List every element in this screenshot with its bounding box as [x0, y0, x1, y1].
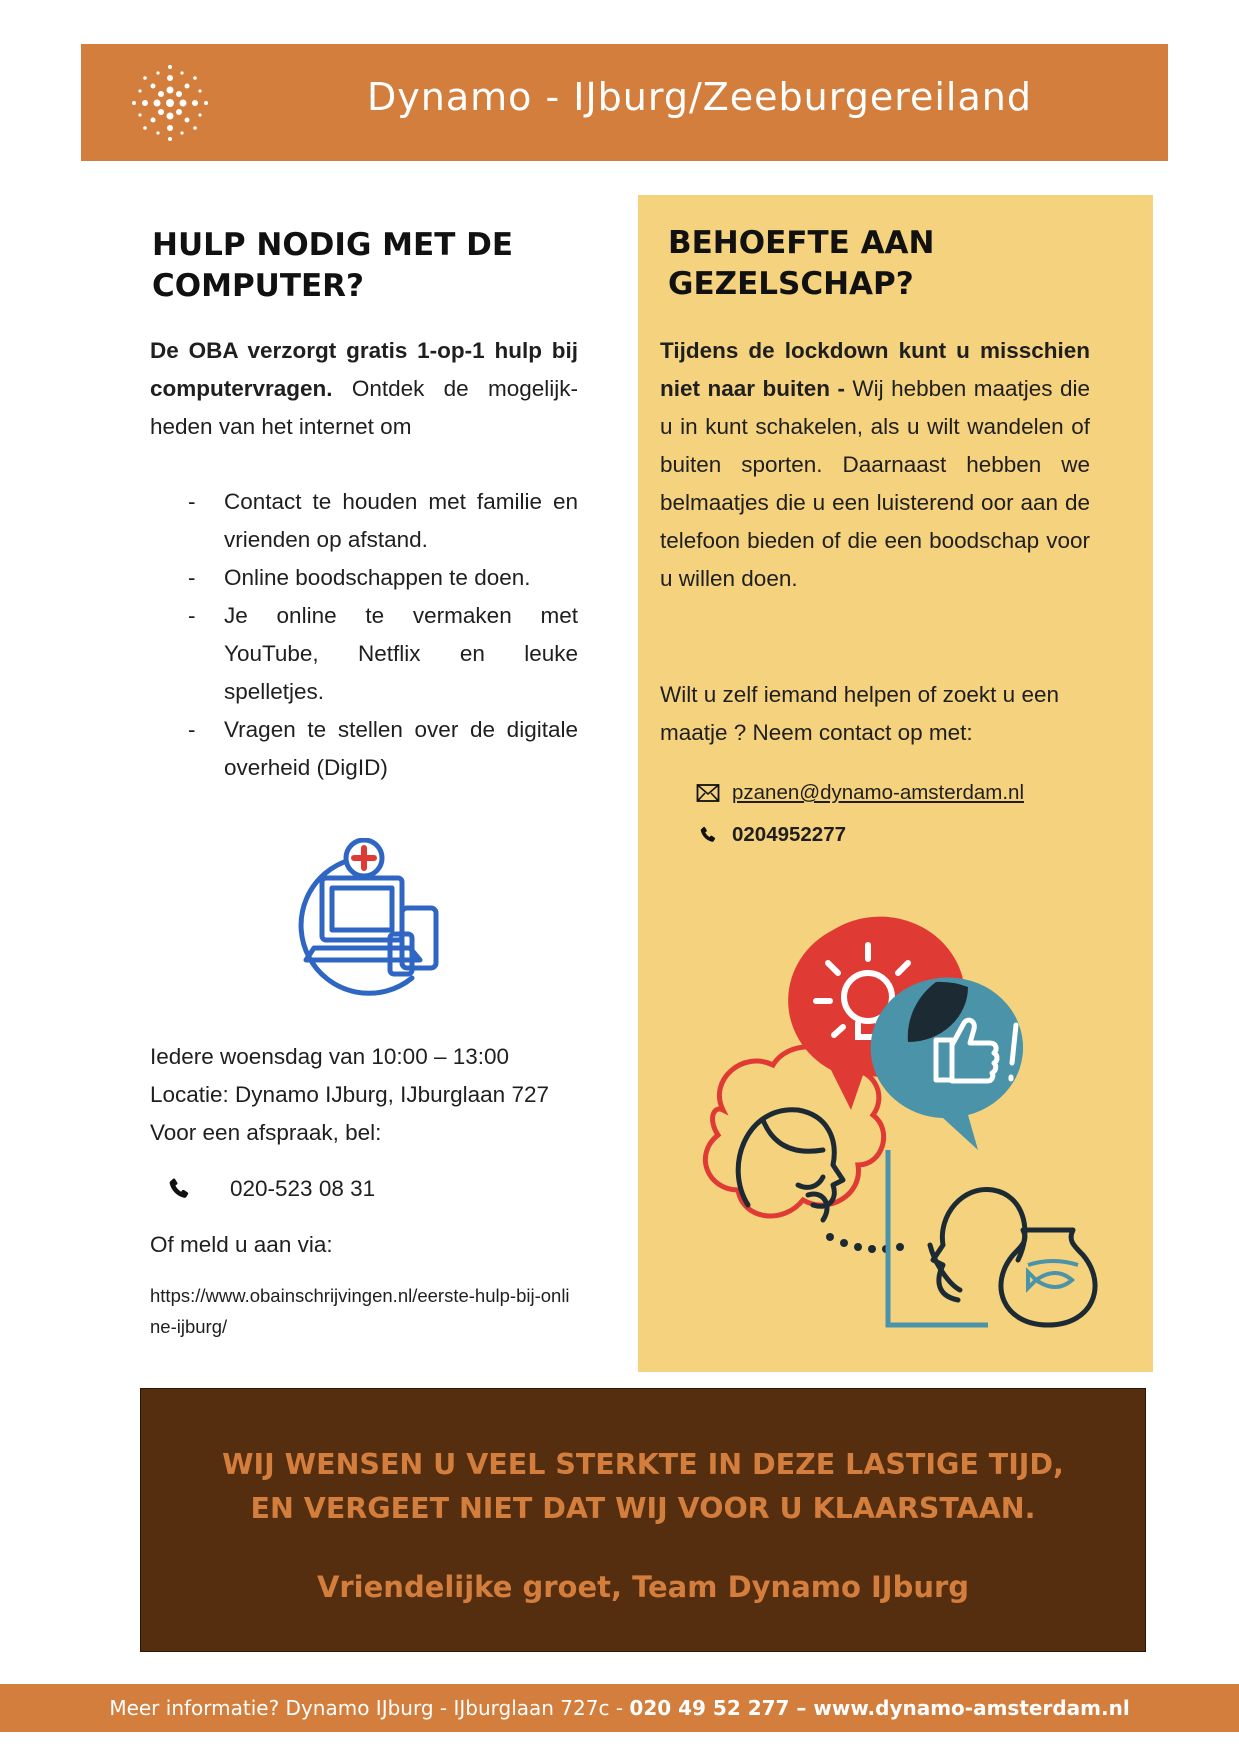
envelope-icon	[696, 783, 720, 803]
banner-line-2: EN VERGEET NIET DAT WIJ VOOR U KLAARSTAAN.	[250, 1492, 1036, 1525]
phone-number[interactable]: 020-523 08 31	[230, 1176, 376, 1201]
heading-line: GEZELSCHAP?	[668, 266, 914, 302]
computer-help-list	[188, 483, 578, 787]
footer-contact[interactable]: 020 49 52 277 – www.dynamo-amsterdam.nl	[629, 1696, 1130, 1720]
intro-bold: Tijdens de lockdown kunt u misschien niet naar buiten -	[660, 338, 1090, 401]
location-text: Locatie: Dynamo IJburg, IJburglaan 727	[150, 1082, 549, 1107]
schedule-info	[150, 1038, 590, 1152]
dynamo-star-logo-icon	[127, 60, 213, 146]
intro-bold: De OBA verzorgt gratis 1-op-1 hulp bij computervragen.	[150, 338, 578, 401]
page-footer	[0, 1684, 1239, 1732]
heading-line: BEHOEFTE AAN	[668, 225, 935, 261]
page-title: Dynamo - IJburg/Zeeburgereiland	[367, 75, 1032, 119]
computer-help-intro	[150, 332, 578, 446]
companionship-heading	[668, 223, 1088, 305]
companionship-intro	[660, 332, 1090, 598]
call-to-action: Wilt u zelf iemand helpen of zoekt u een maatje ? Neem contact op met:	[660, 682, 1059, 745]
footer-prefix: Meer informatie? Dynamo IJburg - IJburglaan 727c -	[109, 1696, 630, 1720]
tel-number[interactable]: 0204952277	[732, 823, 847, 846]
email-row	[696, 781, 1024, 805]
tel-row	[696, 823, 846, 847]
heading-line: HULP NODIG MET DE	[152, 227, 514, 263]
list-item: - Vragen te stellen over de digitale overheid (DigID)	[188, 711, 578, 787]
list-item: - Je online te vermaken met YouTube, Netflix en leuke spelletjes.	[188, 597, 578, 711]
closing-banner	[140, 1388, 1146, 1652]
email-link[interactable]: pzanen@dynamo-amsterdam.nl	[732, 781, 1025, 804]
banner-line-1: WIJ WENSEN U VEEL STERKTE IN DEZE LASTIGE TIJD,	[222, 1448, 1064, 1481]
list-item: - Online boodschappen te doen.	[188, 559, 578, 597]
register-label: Of meld u aan via:	[150, 1232, 333, 1257]
computer-help-heading	[152, 225, 592, 307]
computer-help-icon	[292, 838, 472, 998]
register-link[interactable]: https://www.obainschrijvingen.nl/eerste-hulp-bij-online-ijburg/	[150, 1285, 570, 1337]
phone-row	[166, 1170, 375, 1208]
schedule-text: Iedere woensdag van 10:00 – 13:00	[150, 1044, 510, 1069]
page-header	[81, 44, 1168, 161]
heading-line: COMPUTER?	[152, 268, 365, 304]
phone-icon	[696, 825, 720, 845]
conversation-illustration-icon	[678, 905, 1118, 1345]
intro-text: Ontdek de mogelijk-heden van het internet om	[150, 376, 578, 439]
banner-signoff: Vriendelijke groet, Team Dynamo IJburg	[316, 1570, 970, 1604]
appointment-text: Voor een afspraak, bel:	[150, 1120, 382, 1145]
list-item: - Contact te houden met familie en vrienden op afstand.	[188, 483, 578, 559]
intro-text: Wij hebben maatjes die u in kunt schakelen, als u wilt wandelen of buiten sporten. Daarnaast hebben we belmaatjes die u een luisterend oor aan de telefoon bieden of die een boodschap voor u willen doen.	[660, 376, 1090, 591]
phone-icon	[166, 1176, 192, 1202]
companionship-section	[638, 195, 1153, 1372]
